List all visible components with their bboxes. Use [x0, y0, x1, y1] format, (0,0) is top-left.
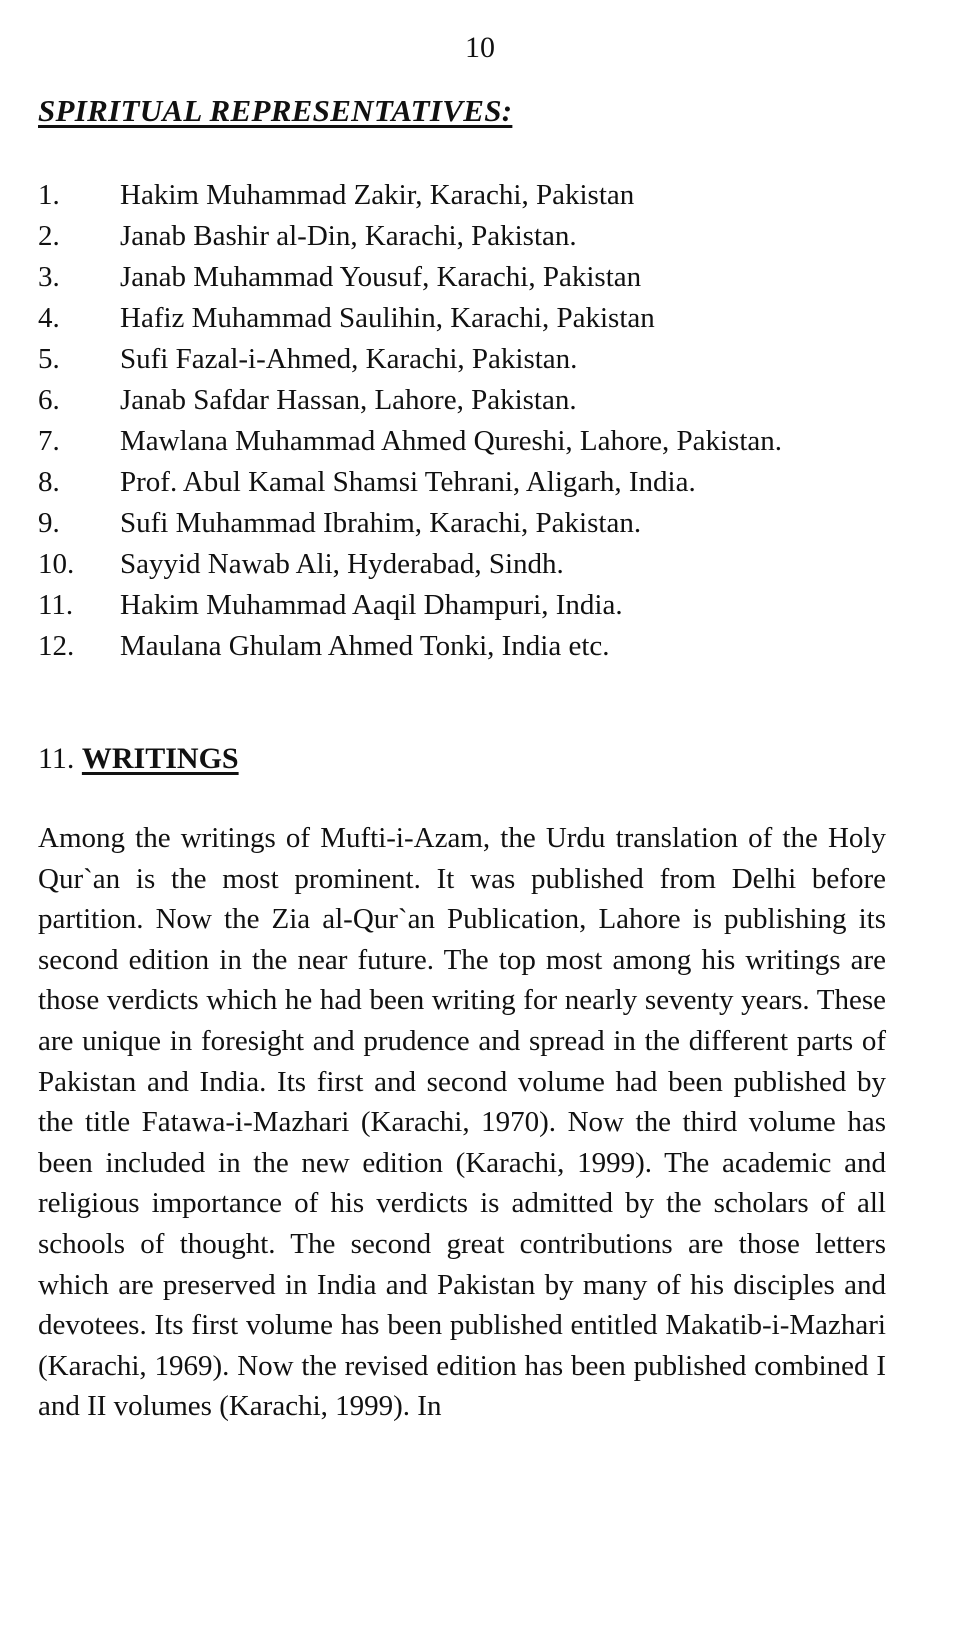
list-item-text: Mawlana Muhammad Ahmed Qureshi, Lahore, Pakistan. — [120, 425, 783, 457]
list-item-number: 12. — [38, 630, 75, 662]
writings-heading — [38, 740, 239, 778]
list-item-number: 9. — [38, 507, 60, 539]
list-item-number: 2. — [38, 220, 60, 252]
list-item — [38, 503, 918, 544]
list-item-number: 7. — [38, 425, 60, 457]
list-item — [38, 175, 918, 216]
list-item-text: Hakim Muhammad Zakir, Karachi, Pakistan — [120, 179, 635, 211]
representatives-list — [38, 175, 918, 667]
list-item — [38, 544, 918, 585]
list-item — [38, 421, 918, 462]
list-item-text: Janab Muhammad Yousuf, Karachi, Pakistan — [120, 261, 642, 293]
list-item — [38, 585, 918, 626]
list-item-number: 1. — [38, 179, 60, 211]
list-item-text: Hakim Muhammad Aaqil Dhampuri, India. — [120, 589, 623, 621]
list-item-text: Janab Safdar Hassan, Lahore, Pakistan. — [120, 384, 577, 416]
list-item-text: Sayyid Nawab Ali, Hyderabad, Sindh. — [120, 548, 564, 580]
list-item-number: 3. — [38, 261, 60, 293]
list-item — [38, 298, 918, 339]
writings-title: WRITINGS — [81, 742, 239, 775]
list-item-text: Sufi Muhammad Ibrahim, Karachi, Pakistan. — [120, 507, 642, 539]
writings-section-number: 11. — [38, 742, 75, 775]
list-item-number: 8. — [38, 466, 60, 498]
list-item-number: 5. — [38, 343, 60, 375]
list-item-number: 6. — [38, 384, 60, 416]
list-item — [38, 257, 918, 298]
list-item — [38, 380, 918, 421]
list-item-number: 10. — [38, 548, 75, 580]
list-item — [38, 626, 918, 667]
writings-paragraph: Among the writings of Mufti-i-Azam, the Urdu translation of the Holy Qur`an is the most prominent. It was published from Delhi before partition. Now the Zia al-Qur`an Publication, Lahore is publishing its second edition in the near future. The top most among his writings are those verdicts which he had been writing for nearly seventy years. These are unique in foresight and prudence and spread in the different parts of Pakistan and India. Its first and second volume had been published by the title Fatawa-i-Mazhari (Karachi, 1970). Now the third volume has been included in the new edition (Karachi, 1999). The academic and religious importance of his verdicts is admitted by the scholars of all schools of thought. The second great contributions are those letters which are preserved in India and Pakistan by many of his disciples and devotees. Its first volume has been published entitled Makatib-i-Mazhari (Karachi, 1969). Now the revised edition has been published combined I and II volumes (Karachi, 1999). In — [38, 822, 886, 1423]
list-item — [38, 339, 918, 380]
list-item-text: Hafiz Muhammad Saulihin, Karachi, Pakistan — [120, 302, 655, 334]
list-item-number: 11. — [38, 589, 74, 621]
list-item-text: Prof. Abul Kamal Shamsi Tehrani, Aligarh, India. — [120, 466, 696, 498]
list-item-number: 4. — [38, 302, 60, 334]
list-item-text: Maulana Ghulam Ahmed Tonki, India etc. — [120, 630, 610, 662]
list-item — [38, 216, 918, 257]
page-number: 10 — [465, 31, 495, 64]
list-item — [38, 462, 918, 503]
list-item-text: Sufi Fazal-i-Ahmed, Karachi, Pakistan. — [120, 343, 578, 375]
list-item-text: Janab Bashir al-Din, Karachi, Pakistan. — [120, 220, 577, 252]
section-heading: SPIRITUAL REPRESENTATIVES: — [38, 93, 513, 128]
